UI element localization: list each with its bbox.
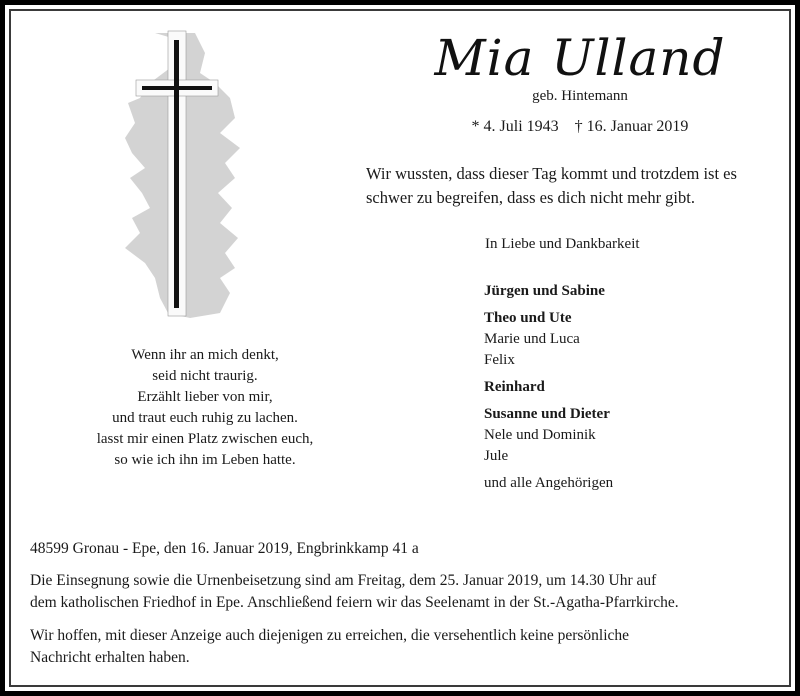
death-date: † 16. Januar 2019 <box>574 118 689 135</box>
service-line: Die Einsegnung sowie die Urnenbeisetzung sind am Freitag, dem 25. Januar 2019, um 14.30 Uhr auf <box>30 572 657 589</box>
notice-text <box>30 625 780 669</box>
poem-line: seid nicht traurig. <box>152 368 258 384</box>
family-member: Reinhard <box>484 379 545 395</box>
family-member: Susanne und Dieter <box>484 406 610 422</box>
poem-line: und traut euch ruhig zu lachen. <box>112 410 298 426</box>
poem-line: so wie ich ihn im Leben hatte. <box>114 452 296 468</box>
address-line: 48599 Gronau - Epe, den 16. Januar 2019, Engbrinkkamp 41 a <box>30 540 419 557</box>
intro-line: schwer zu begreifen, dass es dich nicht mehr gibt. <box>366 188 695 207</box>
intro-line: Wir wussten, dass dieser Tag kommt und trotzdem ist es <box>366 164 737 183</box>
family-member: Jürgen und Sabine <box>484 283 605 299</box>
birth-name: geb. Hintemann <box>532 88 628 104</box>
notice-line: Nachricht erhalten haben. <box>30 649 190 666</box>
notice-line: Wir hoffen, mit dieser Anzeige auch diejenigen zu erreichen, die versehentlich keine persönliche <box>30 627 630 644</box>
family-member: Felix <box>484 352 515 368</box>
poem-line: lasst mir einen Platz zwischen euch, <box>96 431 314 447</box>
family-member: Marie und Luca <box>484 331 580 347</box>
service-line: dem katholischen Friedhof in Epe. Anschließend feiern wir das Seelenamt in der St.-Agatha-Pfarrkirche. <box>30 594 679 611</box>
intro-text <box>366 162 786 210</box>
deceased-name: Mia Ulland <box>434 29 726 87</box>
family-member: Theo und Ute <box>484 310 572 326</box>
birth-date: * 4. Juli 1943 <box>471 118 559 135</box>
poem <box>40 345 370 471</box>
service-details <box>30 570 780 614</box>
cross-icon <box>120 28 260 318</box>
poem-line: Wenn ihr an mich denkt, <box>131 347 279 363</box>
family-list <box>484 281 613 494</box>
poem-line: Erzählt lieber von mir, <box>137 389 273 405</box>
family-member: Nele und Dominik <box>484 427 596 443</box>
family-member: und alle Angehörigen <box>484 475 614 491</box>
closing-phrase: In Liebe und Dankbarkeit <box>485 236 640 252</box>
family-member: Jule <box>484 448 509 464</box>
life-dates <box>400 118 760 136</box>
